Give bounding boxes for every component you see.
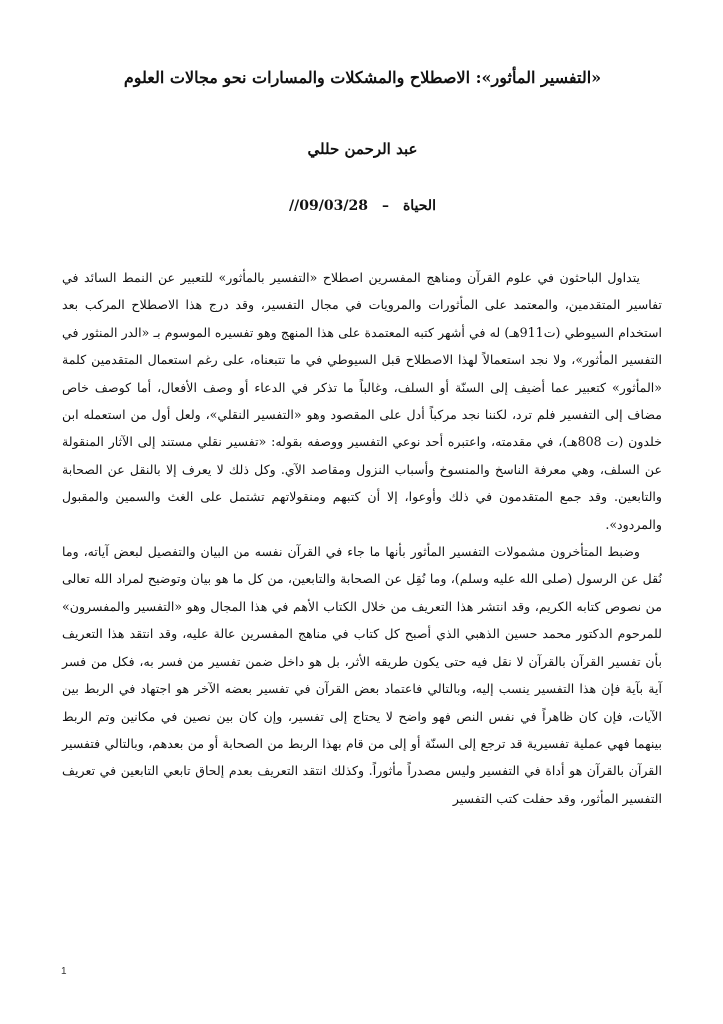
article-body (62, 264, 662, 812)
publication-date: //09/03/28 (289, 198, 368, 214)
article-title: «التفسير المأثور»: الاصطلاح والمشكلات والمسارات نحو مجالات العلوم (123, 68, 602, 87)
article-source-line (90, 198, 635, 214)
publication-name: الحياة (402, 198, 436, 214)
body-paragraph: يتداول الباحثون في علوم القرآن ومناهج المفسرين اصطلاح «التفسير بالمأثور» للتعبير عن النمط السائد في تفاسير المتقدمين، والمعتمد على المأثورات والمرويات في مجال التفسير، وقد درج هذا الاصطلاح المركب بعد استخدام السيوطي (ت911هـ) له في أشهر كتبه المعتمدة على هذا المنهج وهو تفسيره الموسوم بـ «الدر المنثور في التفسير المأثور»، ولا نجد استعمالاً لهذا الاصطلاح قبل السيوطي في ما تتبعناه، على رغم استعمال المتقدمين كلمة «المأثور» كتعبير عما أضيف إلى السنّة أو السلف، وغالباً ما تذكر في الدعاء أو وصف الأفعال، أما كوصف خاص مضاف إلى التفسير فلم ترد، لكننا نجد مركباً أدل على المقصود وهو «التفسير النقلي»، ولعل أول من استعمله ابن خلدون (ت 808هـ)، في مقدمته، واعتبره أحد نوعي التفسير ووصفه بقوله: «تفسير نقلي مستند إلى الآثار المنقولة عن السلف، وهي معرفة الناسخ والمنسوخ وأسباب النزول ومقاصد الآي. وكل ذلك لا يعرف إلا بالنقل عن الصحابة والتابعين. وقد جمع المتقدمون في ذلك وأوعوا، إلا أن كتبهم ومنقولاتهم تشتمل على الغث والسمين والمقبول والمردود». (62, 270, 663, 532)
page-number: 1 (61, 966, 67, 977)
article-author: عبد الرحمن حللي (307, 140, 418, 158)
source-separator: – (381, 198, 389, 214)
body-paragraph: وضبط المتأخرون مشمولات التفسير المأثور بأنها ما جاء في القرآن نفسه من البيان والتفصيل لبعض آياته، وما نُقل عن الرسول (صلى الله عليه وسلم)، وما نُقِل عن الصحابة والتابعين، من كل ما هو بيان وتوضيح لمراد الله تعالى من نصوص كتابه الكريم، وقد انتشر هذا التعريف من خلال الكتاب الأهم في هذا المجال وهو «التفسير والمفسرون» للمرحوم الدكتور محمد حسين الذهبي الذي أصبح كل كتاب في مناهج المفسرين عالة عليه، وقد انتقد هذا التعريف بأن تفسير القرآن بالقرآن لا نقل فيه حتى يكون طريقه الأثر، بل هو داخل ضمن تفسير من فسر به، فكل من فسر آية بآية فإن هذا التفسير ينسب إليه، وبالتالي فاعتماد بعض القرآن في تفسير بعضه الآخر هو اجتهاد في الربط بين الآيات، فإن كان ظاهراً في نفس النص فهو واضح لا يحتاج إلى تفسير، وإن كان بين نصين في مكانين وتم الربط بينهما فهي عملية تفسيرية قد ترجع إلى السنّة أو إلى من قام بهذا الربط من الصحابة أو من بعدهم، وبالتالي فتفسير القرآن بالقرآن هو أداة في التفسير وليس مصدراً مأثوراً. وكذلك انتقد التعريف بعدم إلحاق تابعي التابعين في تعريف التفسير المأثور، وقد حفلت كتب التفسير (62, 544, 662, 806)
